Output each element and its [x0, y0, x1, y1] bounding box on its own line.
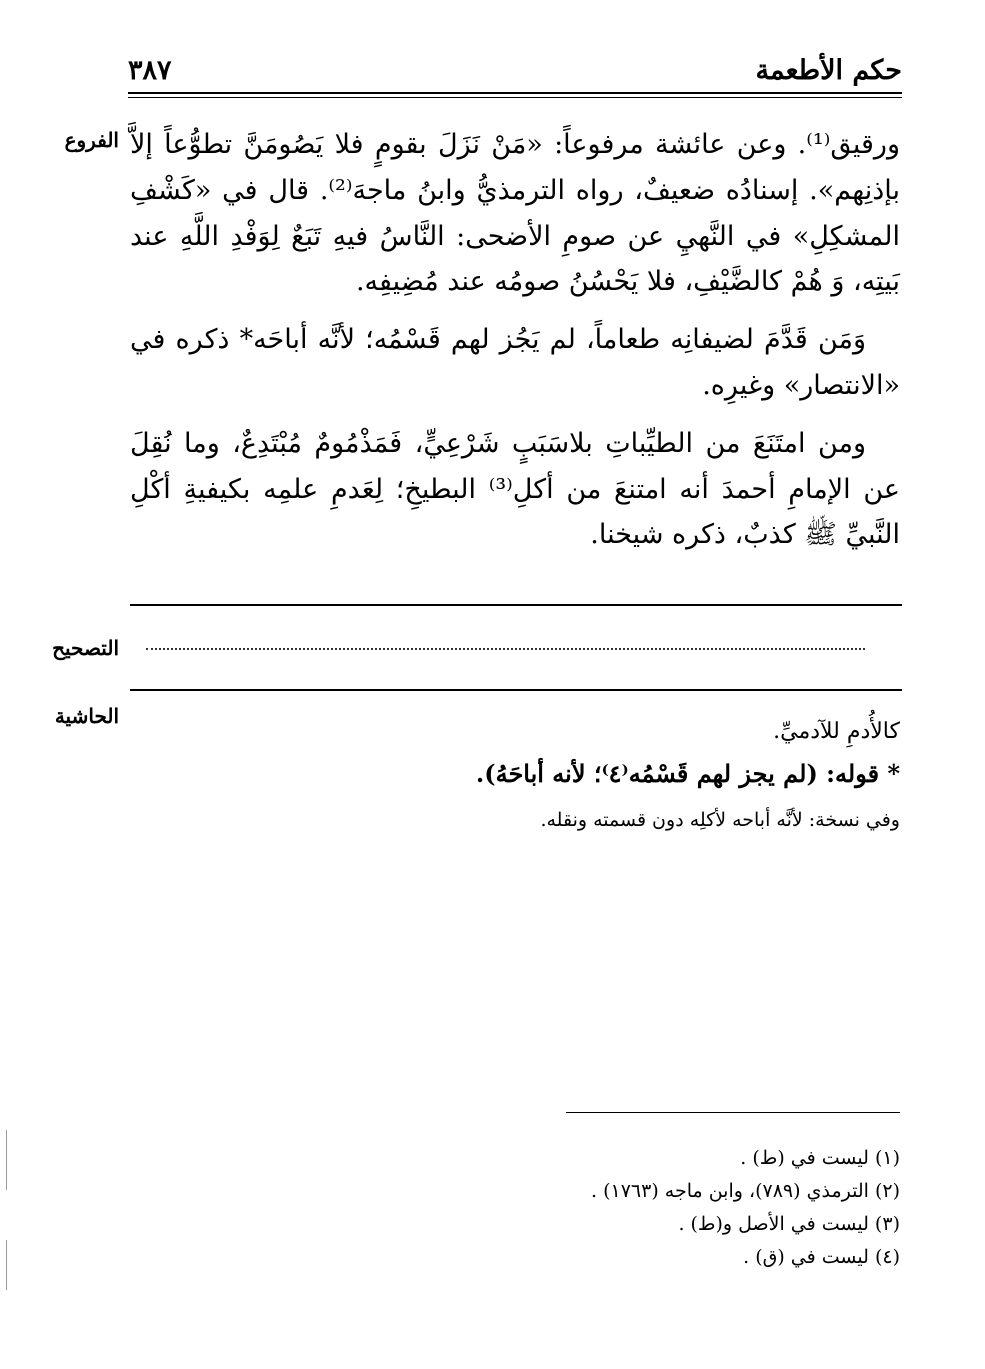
footnote: (١) ليست في (ط) . [740, 1147, 900, 1169]
hashiya-text [420, 712, 900, 838]
running-title: حكم الأطعمة [755, 55, 902, 86]
paragraph [130, 317, 900, 409]
hashiya-quote: قوله: (لم يجز لهم قَسْمُه⁽٤⁾؛ لأنه أباحَهُ). [475, 759, 888, 788]
paragraph [130, 421, 900, 558]
footnote: (٤) ليست في (ق) . [743, 1246, 900, 1268]
tashih-bottom-rule [130, 689, 902, 691]
page-header [128, 55, 902, 99]
header-rule-thin [128, 97, 902, 98]
paragraph-body: امتَنَعَ من الطيِّباتِ بلاسَبَبٍ شَرْعِيٍّ، فَمَذْمُومٌ مُبْتَدِعٌ، وما نُقِلَ عن الإمامِ أحمدَ أنه امتنعَ من أكلِ⁽³⁾ البطيخِ؛ لِعَدمِ علمِه بكيفيةِ أكْلِ النَّبيِّ ﷺ كذبٌ، ذكره شيخنا. [130, 427, 900, 551]
footnote-rule [566, 1112, 900, 1113]
tashih-dotted-line [146, 648, 865, 650]
scan-edge-mark [6, 1130, 7, 1190]
asterisk-mark: * [887, 759, 900, 788]
paragraph-opening: وَمَن [817, 324, 866, 356]
hashiya-quote-line [420, 752, 900, 796]
furu-bottom-rule [130, 604, 902, 606]
hashiya-line: كالأُدمِ للآدميِّ. [773, 719, 900, 744]
footnote: (٣) ليست في الأصل و(ط) . [678, 1213, 900, 1235]
hashiya-line: وفي نسخة: لأنَّه أباحه لأكلِه دون قسمته ونقله. [540, 809, 900, 831]
page-number: ٣٨٧ [128, 55, 172, 86]
footnote: (٢) الترمذي (٧٨٩)، وابن ماجه (١٧٦٣) . [591, 1180, 900, 1202]
section-label-hashiya: الحاشية [54, 704, 119, 728]
section-label-furu: الفروع [64, 128, 119, 152]
scan-edge-mark [6, 1240, 7, 1290]
paragraph-opening: ومن [817, 427, 866, 459]
paragraph-body: قَدَّمَ لضيفانِه طعاماً، لم يَجُز لهم قَسْمُه؛ لأنَّه أباحَه* ذكره في «الانتصار» وغيرِه. [130, 324, 900, 401]
footnotes [560, 1142, 900, 1274]
header-rule-thick [128, 92, 902, 94]
furu-text [130, 122, 900, 558]
section-label-tashih: التصحيح [52, 636, 119, 660]
paragraph: ورقيق⁽¹⁾. وعن عائشة مرفوعاً: «مَنْ نَزَلَ بقومٍ فلا يَصُومَنَّ تطوُّعاً إلاَّ بإذنِهم». إسنادُه ضعيفٌ، رواه الترمذيُّ وابنُ ماجهَ⁽²⁾. قال في «كَشْفِ المشكِلِ» في النَّهيِ عن صومِ الأضحى: النَّاسُ فيهِ تَبَعٌ لِوَفْدِ اللَّهِ عند بَيتِه، وَ هُمْ كالضَّيْفِ، فلا يَحْسُنُ صومُه عند مُضِيفِه. [130, 129, 900, 298]
